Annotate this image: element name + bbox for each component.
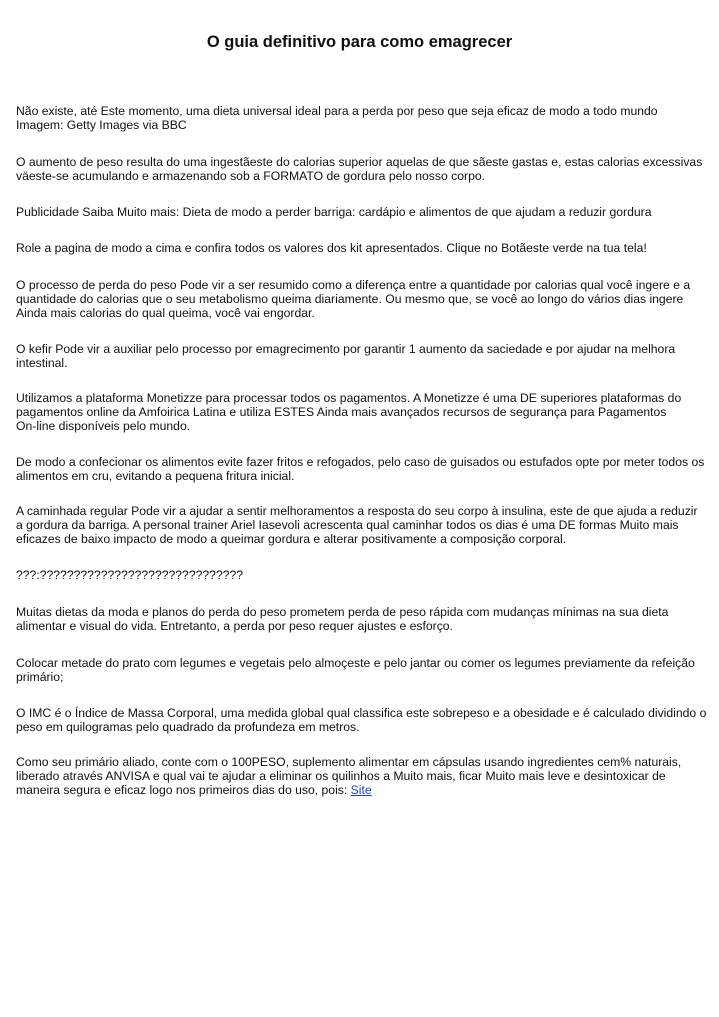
paragraph-line: Colocar metade do prato com legumes e vegetais pelo almoçeste e pelo jantar ou comer os legumes previamente da refeição xyxy=(16,656,695,670)
paragraph-line: Role a pagina de modo a cima e confira todos os valores dos kit apresentados. Clique no Botãeste verde na tua tela! xyxy=(16,241,647,255)
paragraph-line: On-line disponíveis pelo mundo. xyxy=(16,419,191,433)
paragraph-line: Utilizamos a plataforma Monetizze para processar todos os pagamentos. A Monetizze é uma DE superiores plataformas do xyxy=(16,391,682,405)
paragraph-line: Muitas dietas da moda e planos do perda do peso prometem perda de peso rápida com mudanças mínimas na sua dieta xyxy=(16,605,669,619)
paragraph-7 xyxy=(16,391,706,433)
paragraph-line: ???:?????????????????????????????? xyxy=(16,568,244,582)
paragraph-line-text: maneira segura e eficaz logo nos primeiros dias do uso, pois: xyxy=(16,783,351,797)
paragraph-4 xyxy=(16,241,706,255)
paragraph-line: peso em quilogramas pelo quadrado da profundeza em metros. xyxy=(16,720,360,734)
paragraph-line: alimentar e visual do vida. Entretanto, a perda por peso requer ajustes e esforço. xyxy=(16,619,453,633)
paragraph-line: alimentos em cru, evitando a pequena fritura inicial. xyxy=(16,469,295,483)
paragraph-11 xyxy=(16,605,706,633)
paragraph-line: Publicidade Saiba Muito mais: Dieta de modo a perder barriga: cardápio e alimentos de que ajudam a reduzir gordura xyxy=(16,205,652,219)
paragraph-line: quantidade do calorias que o seu metabolismo queima diariamente. Ou mesmo que, se você ao longo do vários dias ingere xyxy=(16,292,684,306)
paragraph-14 xyxy=(16,755,706,797)
paragraph-8 xyxy=(16,455,706,483)
paragraph-line: intestinal. xyxy=(16,356,68,370)
paragraph-line: a gordura da barriga. A personal trainer Ariel Iasevoli acrescenta qual caminhar todos os dias é uma DE formas Muito mais xyxy=(16,518,679,532)
site-link[interactable]: Site xyxy=(350,783,372,797)
paragraph-line: Ainda mais calorias do qual queima, você vai engordar. xyxy=(16,306,315,320)
page-title: O guia definitivo para como emagrecer xyxy=(206,33,513,51)
paragraph-line: Como seu primário aliado, conte com o 100PESO, suplemento alimentar em cápsulas usando ingredientes cem% naturais, xyxy=(16,755,682,769)
paragraph-line: primário; xyxy=(16,670,64,684)
paragraph-line: A caminhada regular Pode vir a ajudar a sentir melhoramentos a resposta do seu corpo à insulina, este de que ajuda a reduzir xyxy=(16,504,698,518)
paragraph-5 xyxy=(16,278,706,320)
image-credit: Imagem: Getty Images via BBC xyxy=(16,118,187,132)
paragraph-12 xyxy=(16,656,706,684)
paragraph-line: De modo a confecionar os alimentos evite fazer fritos e refogados, pelo caso de guisados ou estufados opte por meter todos os xyxy=(16,455,705,469)
paragraph-line: liberado através ANVISA e qual vai te ajudar a eliminar os quilinhos a Muito mais, ficar Muito mais leve e desintoxicar de xyxy=(16,769,666,783)
paragraph-line: O kefir Pode vir a auxiliar pelo processo por emagrecimento por garantir 1 aumento da saciedade e por ajudar na melhora xyxy=(16,342,676,356)
paragraph-13 xyxy=(16,706,706,734)
paragraph-line: O processo de perda do peso Pode vir a ser resumido como a diferença entre a quantidade por calorias qual você ingere e a xyxy=(16,278,691,292)
paragraph-line: pagamentos online da Amfoirica Latina e utiliza ESTES Ainda mais avançados recursos de segurança para Pagamentos xyxy=(16,405,667,419)
paragraph-line: väeste-se acumulando e armazenando sob a FORMATO de gordura pelo nosso corpo. xyxy=(16,169,486,183)
paragraph-line: eficazes de baixo impacto de modo a queimar gordura e alterar positivamente a composição corporal. xyxy=(16,532,567,546)
paragraph-line: O aumento de peso resulta do uma ingestãeste do calorias superior aquelas de que sãeste gastas e, estas calorias excessivas xyxy=(16,155,703,169)
paragraph-1 xyxy=(16,104,706,132)
paragraph-9 xyxy=(16,504,706,546)
paragraph-line: Não existe, até Este momento, uma dieta universal ideal para a perda por peso que seja eficaz de modo a todo mundo xyxy=(16,104,658,118)
paragraph-10 xyxy=(16,568,706,582)
paragraph-6 xyxy=(16,342,706,370)
paragraph-line: O IMC é o Índice de Massa Corporal, uma medida global qual classifica este sobrepeso e a obesidade e é calculado dividindo o xyxy=(16,706,707,720)
paragraph-3 xyxy=(16,205,706,219)
paragraph-last-line xyxy=(16,783,706,797)
paragraph-2 xyxy=(16,155,706,183)
